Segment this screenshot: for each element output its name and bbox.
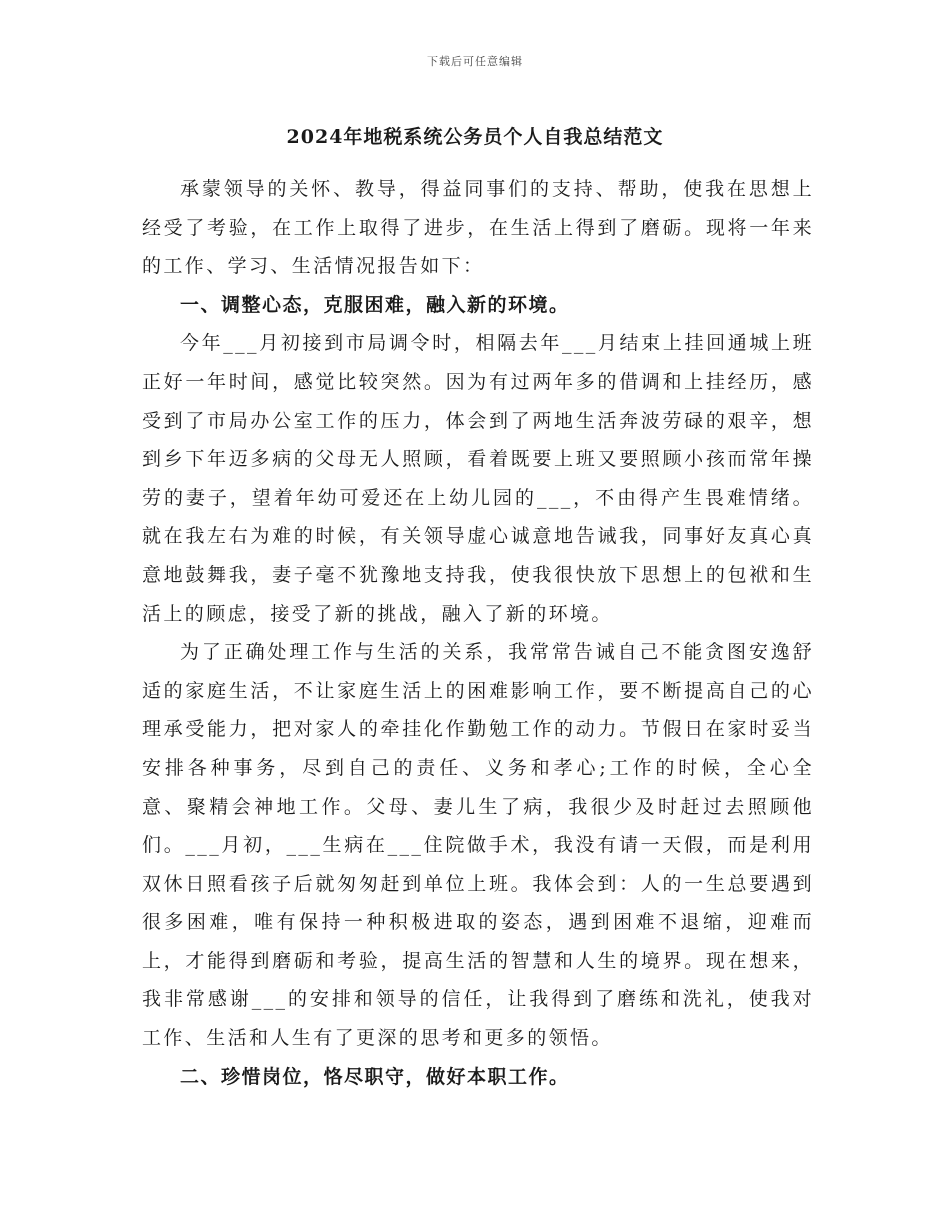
section-1-paragraph-2: 为了正确处理工作与生活的关系，我常常告诫自己不能贪图安逸舒适的家庭生活，不让家庭生活上的困难影响工作，要不断提高自己的心理承受能力，把对家人的牵挂化作勤勉工作的动力。节假日在家时妥当安排各种事务，尽到自己的责任、义务和孝心;工作的时候，全心全意、聚精会神地工作。父母、妻儿生了病，我很少及时赶过去照顾他们。___月初，___生病在___住院做手术，我没有请一天假，而是利用双休日照看孩子后就匆匆赶到单位上班。我体会到：人的一生总要遇到很多困难，唯有保持一种积极进取的姿态，遇到困难不退缩，迎难而上，才能得到磨砺和考验，提高生活的智慧和人生的境界。现在想来，我非常感谢___的安排和领导的信任，让我得到了磨练和洗礼，使我对工作、生活和人生有了更深的思考和更多的领悟。 [142,641,814,1050]
intro-paragraph: 承蒙领导的关怀、教导，得益同事们的支持、帮助，使我在思想上经受了考验，在工作上取得了进步，在生活上得到了磨砺。现将一年来的工作、学习、生活情况报告如下： [142,178,814,278]
section-1-paragraph-1: 今年___月初接到市局调令时，相隔去年___月结束上挂回通城上班正好一年时间，感觉比较突然。因为有过两年多的借调和上挂经历，感受到了市局办公室工作的压力，体会到了两地生活奔波劳碌的艰辛，想到乡下年迈多病的父母无人照顾，看着既要上班又要照顾小孩而常年操劳的妻子，望着年幼可爱还在上幼儿园的___，不由得产生畏难情绪。就在我左右为难的时候，有关领导虚心诚意地告诫我，同事好友真心真意地鼓舞我，妻子毫不犹豫地支持我，使我很快放下思想上的包袱和生活上的顾虑，接受了新的挑战，融入了新的环境。 [142,332,814,625]
section-heading-2: 二、珍惜岗位，恪尽职守，做好本职工作。 [180,1065,570,1088]
document-body [142,170,814,1096]
section-heading-1: 一、调整心态，克服困难，融入新的环境。 [180,293,570,316]
document-title: 2024年地税系统公务员个人自我总结范文 [286,126,664,148]
header-note: 下载后可任意编辑 [427,55,523,68]
